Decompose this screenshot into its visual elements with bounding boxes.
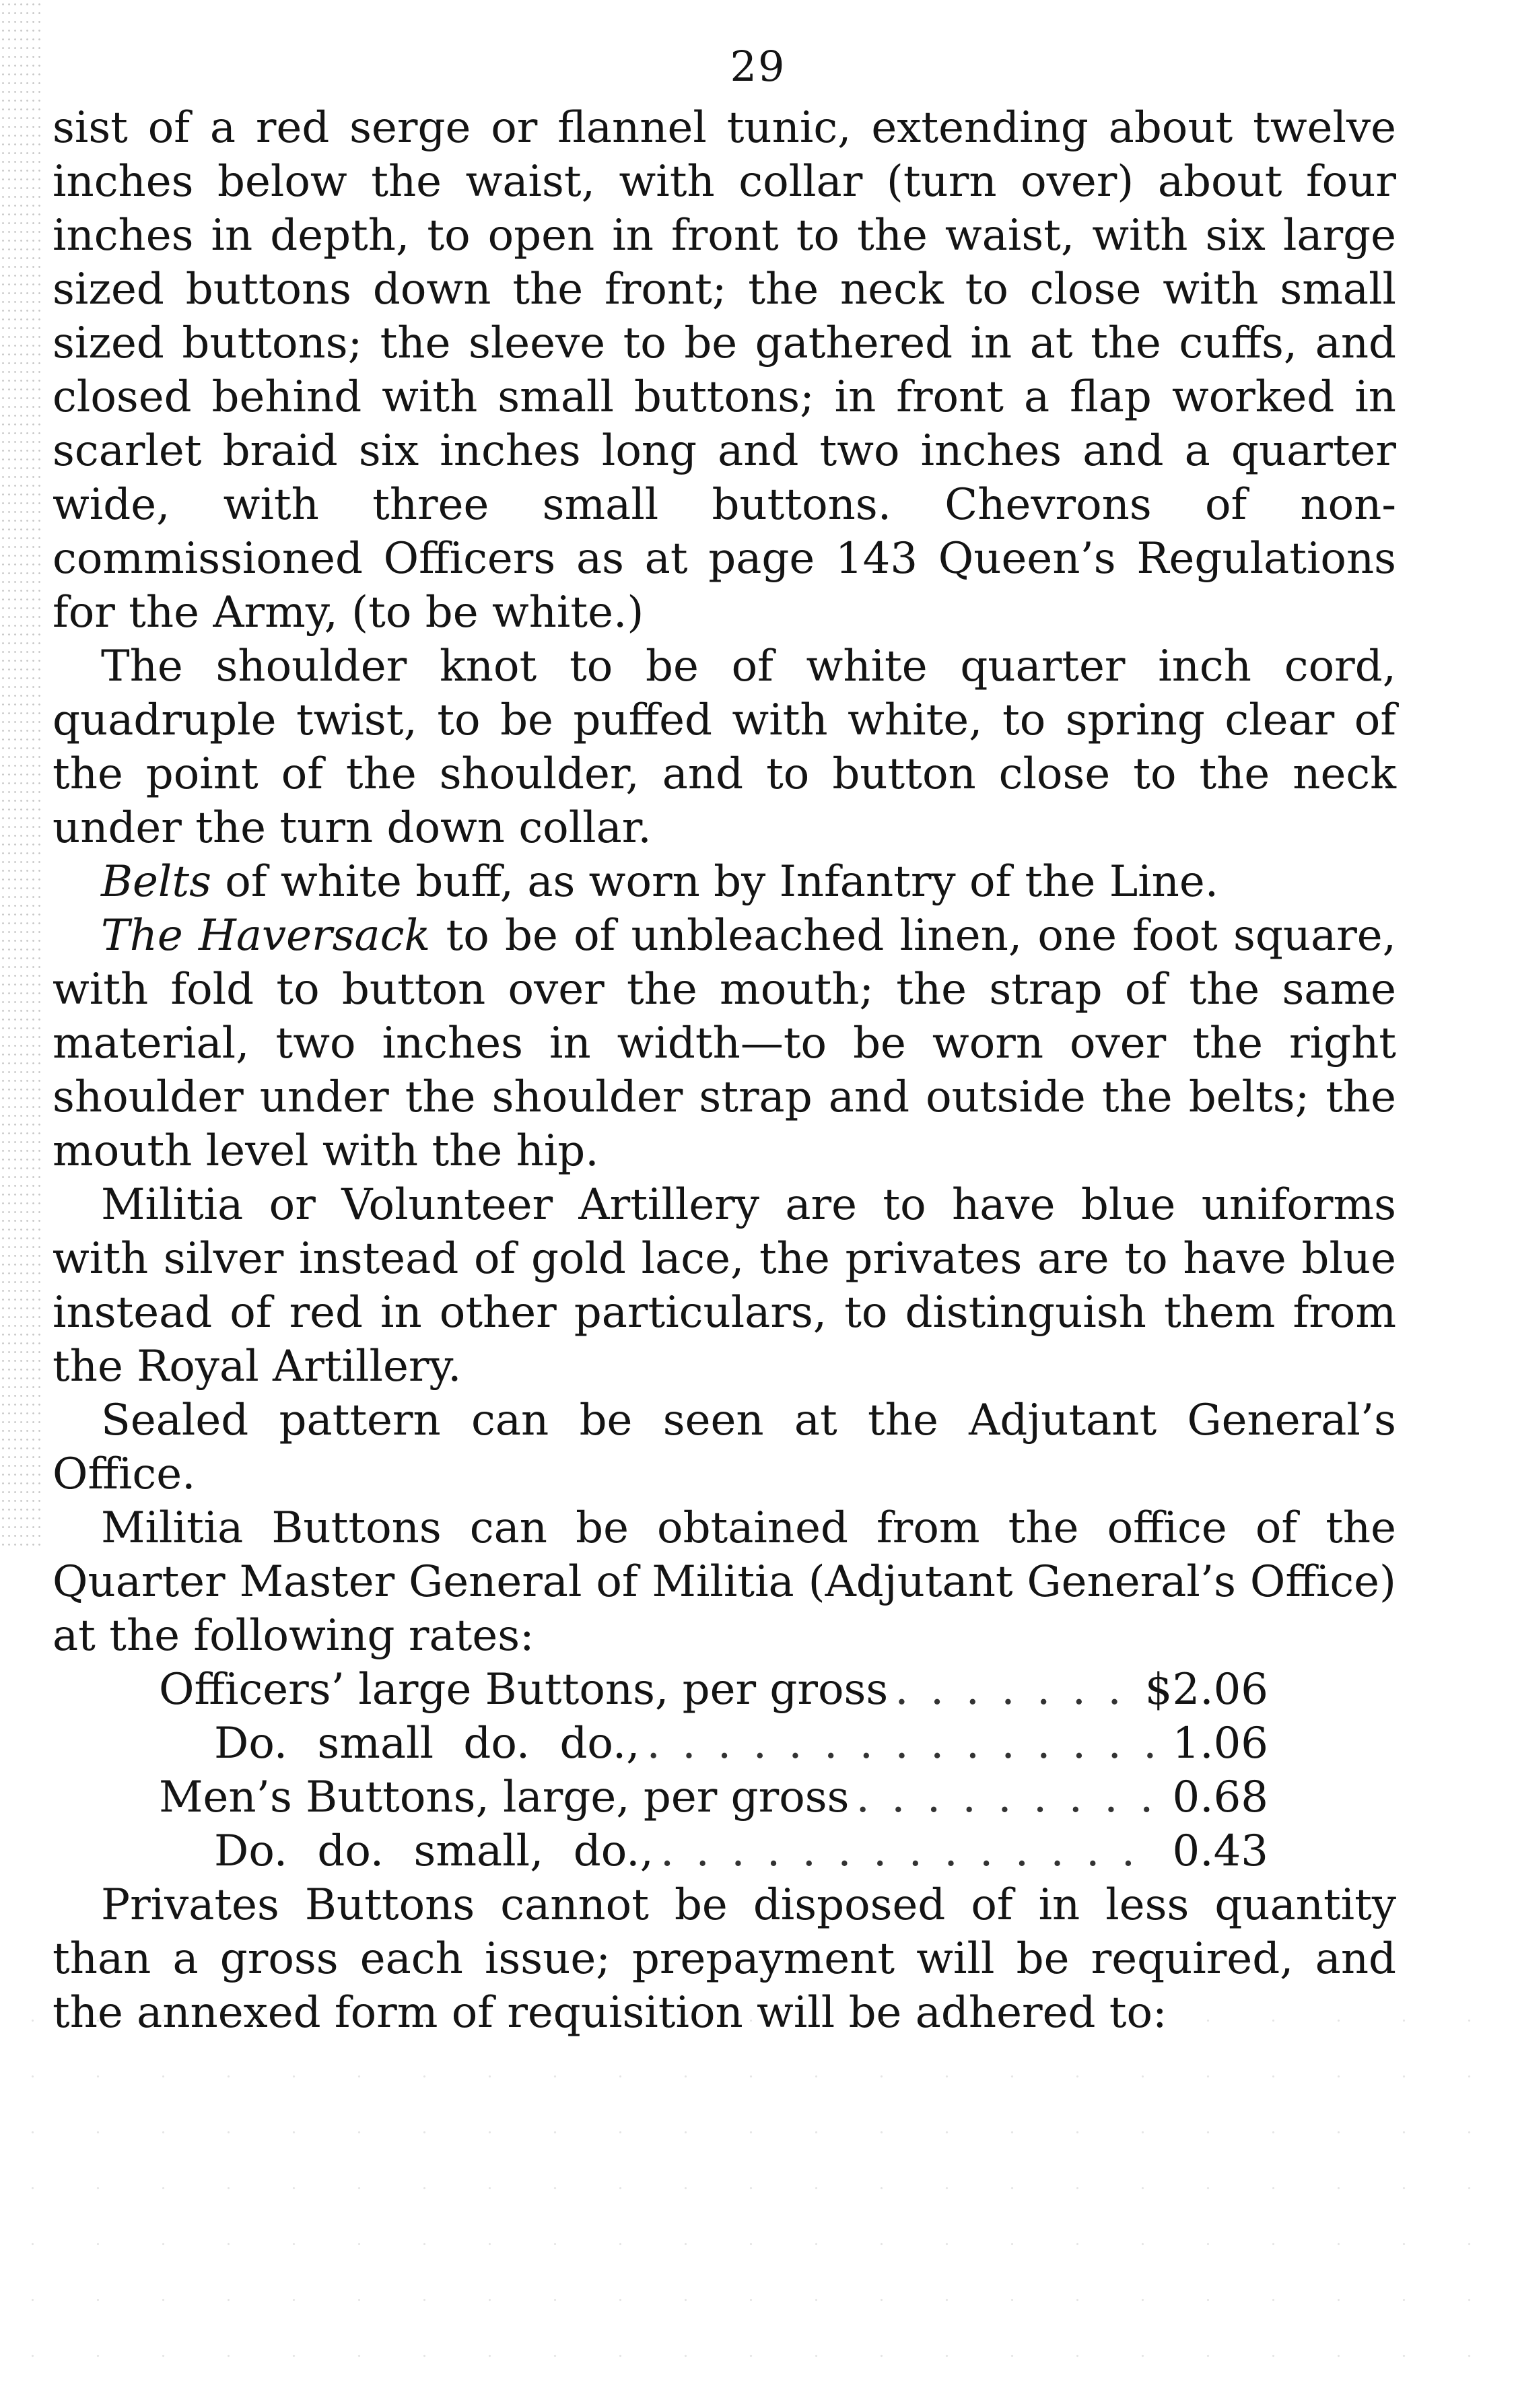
page-number: 29 [730, 42, 786, 91]
haversack-heading: The Haversack [101, 911, 431, 961]
rate-item: Men’s Buttons, large, per gross [159, 1773, 850, 1822]
belts-heading: Belts [101, 857, 211, 907]
belts-text: of white buff, as worn by Infantry of the Line. [211, 857, 1219, 907]
rate-row [53, 1717, 1396, 1770]
rate-price: 0.43 [1172, 1826, 1268, 1876]
rate-item: Do. small do. do., [214, 1719, 640, 1768]
paragraph-sealed-pattern: Sealed pattern can be seen at the Adjutant General’s Office. [53, 1396, 1396, 1499]
paragraph-artillery-uniforms: Militia or Volunteer Artillery are to have blue uniforms with silver instead of gold lace, the privates are to have blue instead of red in other particulars, to distinguish them from the Royal Artillery. [53, 1180, 1396, 1391]
haversack-text: to be of unbleached linen, one foot square, with fold to button over the mouth; the strap of the same material, two inches in width—to be worn over the right shoulder under the shoulder strap and outside the belts; the mouth level with the hip. [53, 911, 1397, 1176]
rate-row [53, 1770, 1396, 1824]
rate-price: 0.68 [1172, 1773, 1268, 1822]
body-text [53, 101, 1396, 2040]
paper-specks-texture [0, 1993, 1516, 2408]
rate-item: Officers’ large Buttons, per gross [159, 1665, 889, 1715]
rate-item: Do. do. small, do., [214, 1826, 654, 1876]
paragraph-belts [53, 855, 1396, 909]
dot-leader [856, 1770, 1161, 1824]
paragraph-militia-buttons: Militia Buttons can be obtained from the office of the Quarter Master General of Militia (Adjutant General’s Office) at the following rates: [53, 1503, 1396, 1661]
paragraph-tunic-description: sist of a red serge or flannel tunic, extending about twelve inches below the waist, with collar (turn over) about four inches in depth, to open in front to the waist, with six large sized buttons down the front; the neck to close with small sized buttons; the sleeve to be gathered in at the cuffs, and closed behind with small buttons; in front a flap worked in scarlet braid six inches long and two inches and a quarter wide, with three small buttons. Chevrons of non-commissioned Officers as at page 143 Queen’s Regulations for the Army, (to be white.) [53, 103, 1396, 638]
rate-row [53, 1824, 1396, 1878]
dot-leader [660, 1824, 1161, 1878]
dot-leader [895, 1663, 1138, 1717]
rate-price: 1.06 [1172, 1719, 1268, 1768]
paragraph-privates-buttons: Privates Buttons cannot be disposed of in less quantity than a gross each issue; prepayment will be required, and the annexed form of requisition will be adhered to: [53, 1880, 1396, 2038]
rate-row [53, 1663, 1396, 1717]
rate-price: $2.06 [1144, 1665, 1268, 1715]
paragraph-haversack [53, 909, 1396, 1178]
dot-leader [647, 1717, 1161, 1770]
button-rates-list [53, 1663, 1396, 1878]
binding-edge-texture [0, 0, 40, 1548]
paragraph-shoulder-knot: The shoulder knot to be of white quarter inch cord, quadruple twist, to be puffed with white, to spring clear of the point of the shoulder, and to button close to the neck under the turn down collar. [53, 642, 1396, 853]
